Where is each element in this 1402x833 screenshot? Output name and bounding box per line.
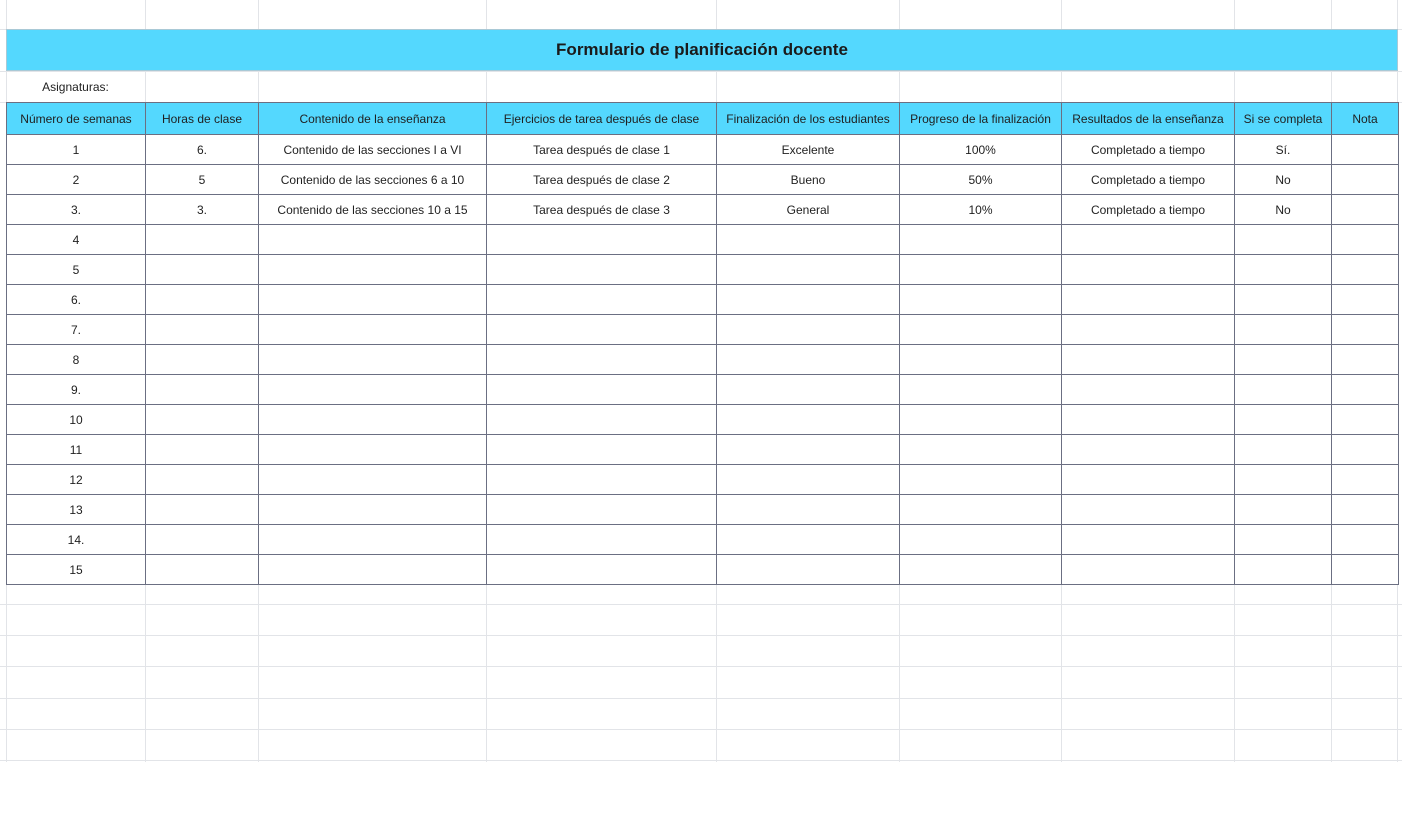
table-cell[interactable]	[146, 525, 259, 555]
header-cell[interactable]: Horas de clase	[146, 103, 259, 135]
table-cell[interactable]: 3.	[146, 195, 259, 225]
table-cell[interactable]: Completado a tiempo	[1062, 195, 1235, 225]
table-cell[interactable]	[1235, 375, 1332, 405]
table-cell[interactable]: 4	[7, 225, 146, 255]
table-cell[interactable]: General	[717, 195, 900, 225]
table-cell[interactable]	[259, 465, 487, 495]
table-cell[interactable]	[1062, 375, 1235, 405]
table-cell[interactable]	[146, 435, 259, 465]
table-row	[7, 525, 1399, 555]
table-cell[interactable]: 10	[7, 405, 146, 435]
table-cell[interactable]	[259, 405, 487, 435]
table-cell[interactable]: 6.	[7, 285, 146, 315]
sheet-title[interactable]	[6, 29, 1398, 71]
table-cell[interactable]	[487, 405, 717, 435]
table-cell[interactable]: Bueno	[717, 165, 900, 195]
table-cell[interactable]	[717, 435, 900, 465]
table-cell[interactable]	[1235, 495, 1332, 525]
table-cell[interactable]	[900, 345, 1062, 375]
table-cell[interactable]	[146, 495, 259, 525]
table-row	[7, 225, 1399, 255]
header-cell[interactable]: Número de semanas	[7, 103, 146, 135]
table-row	[7, 555, 1399, 585]
header-cell[interactable]: Si se completa	[1235, 103, 1332, 135]
table-cell[interactable]	[1235, 405, 1332, 435]
table-cell[interactable]	[1062, 555, 1235, 585]
table-cell[interactable]: 9.	[7, 375, 146, 405]
table-cell[interactable]: 8	[7, 345, 146, 375]
table-cell[interactable]	[259, 345, 487, 375]
table-cell[interactable]	[259, 495, 487, 525]
table-cell[interactable]: 100%	[900, 135, 1062, 165]
table-cell[interactable]	[1235, 465, 1332, 495]
table-cell[interactable]: Contenido de las secciones I a VI	[259, 135, 487, 165]
table-cell[interactable]	[1062, 255, 1235, 285]
table-cell[interactable]	[146, 315, 259, 345]
table-row	[7, 315, 1399, 345]
table-cell[interactable]	[487, 225, 717, 255]
table-cell[interactable]	[717, 345, 900, 375]
table-cell[interactable]	[1062, 315, 1235, 345]
table-row	[7, 465, 1399, 495]
grid-line	[0, 666, 1402, 667]
table-cell[interactable]: 12	[7, 465, 146, 495]
table-cell[interactable]: 11	[7, 435, 146, 465]
table-cell[interactable]	[717, 525, 900, 555]
table-cell[interactable]	[900, 525, 1062, 555]
table-cell[interactable]	[1332, 495, 1399, 525]
table-cell[interactable]	[717, 495, 900, 525]
table-cell[interactable]	[1332, 435, 1399, 465]
table-cell[interactable]	[146, 465, 259, 495]
table-cell[interactable]	[1062, 405, 1235, 435]
table-row	[7, 435, 1399, 465]
table-row	[7, 255, 1399, 285]
table-cell[interactable]	[487, 285, 717, 315]
table-cell[interactable]	[900, 375, 1062, 405]
table-cell[interactable]: 13	[7, 495, 146, 525]
grid-line	[0, 635, 1402, 636]
table-cell[interactable]	[1235, 315, 1332, 345]
table-cell[interactable]	[146, 255, 259, 285]
table-cell[interactable]	[1235, 255, 1332, 285]
table-cell[interactable]	[717, 375, 900, 405]
table-cell[interactable]	[1332, 525, 1399, 555]
table-cell[interactable]	[1235, 285, 1332, 315]
table-cell[interactable]	[1332, 315, 1399, 345]
table-row	[7, 165, 1399, 195]
table-cell[interactable]	[1332, 255, 1399, 285]
table-cell[interactable]	[900, 315, 1062, 345]
table-cell[interactable]	[259, 285, 487, 315]
table-cell[interactable]: Completado a tiempo	[1062, 135, 1235, 165]
table-cell[interactable]	[1235, 525, 1332, 555]
header-cell[interactable]: Ejercicios de tarea después de clase	[487, 103, 717, 135]
table-cell[interactable]	[900, 225, 1062, 255]
table-cell[interactable]	[1235, 225, 1332, 255]
table-cell[interactable]	[259, 435, 487, 465]
table-cell[interactable]	[146, 225, 259, 255]
table-cell[interactable]	[487, 255, 717, 285]
table-cell[interactable]	[1062, 465, 1235, 495]
table-row	[7, 405, 1399, 435]
table-cell[interactable]	[487, 375, 717, 405]
table-cell[interactable]	[1062, 435, 1235, 465]
table-row	[7, 345, 1399, 375]
table-cell[interactable]	[900, 465, 1062, 495]
header-cell[interactable]: Progreso de la finalización	[900, 103, 1062, 135]
grid-line	[0, 698, 1402, 699]
grid-line	[0, 729, 1402, 730]
sheet-title-text: Formulario de planificación docente	[556, 40, 848, 59]
table-row	[7, 195, 1399, 225]
table-cell[interactable]	[146, 375, 259, 405]
table-cell[interactable]	[717, 405, 900, 435]
table-cell[interactable]: Completado a tiempo	[1062, 165, 1235, 195]
table-cell[interactable]	[146, 405, 259, 435]
table-cell[interactable]	[487, 555, 717, 585]
table-row	[7, 375, 1399, 405]
table-row	[7, 285, 1399, 315]
table-cell[interactable]	[1332, 225, 1399, 255]
table-cell[interactable]	[900, 435, 1062, 465]
table-cell[interactable]	[1332, 405, 1399, 435]
table-cell[interactable]	[900, 495, 1062, 525]
table-cell[interactable]	[1235, 345, 1332, 375]
table-cell[interactable]: 5	[146, 165, 259, 195]
planning-table	[6, 102, 1399, 585]
table-cell[interactable]: 7.	[7, 315, 146, 345]
table-cell[interactable]	[146, 285, 259, 315]
table-cell[interactable]	[1235, 435, 1332, 465]
table-cell[interactable]	[259, 525, 487, 555]
subjects-label-cell[interactable]	[6, 72, 145, 102]
table-cell[interactable]: Sí.	[1235, 135, 1332, 165]
table-cell[interactable]	[1332, 285, 1399, 315]
table-row	[7, 135, 1399, 165]
table-cell[interactable]	[900, 255, 1062, 285]
table-cell[interactable]	[1332, 345, 1399, 375]
table-cell[interactable]	[717, 225, 900, 255]
table-cell[interactable]	[259, 225, 487, 255]
table-cell[interactable]	[487, 525, 717, 555]
table-cell[interactable]	[717, 255, 900, 285]
header-row	[7, 103, 1399, 135]
table-cell[interactable]: No	[1235, 195, 1332, 225]
table-cell[interactable]	[1062, 345, 1235, 375]
table-cell[interactable]	[487, 495, 717, 525]
table-cell[interactable]	[259, 255, 487, 285]
table-cell[interactable]	[900, 285, 1062, 315]
table-cell[interactable]	[1062, 225, 1235, 255]
table-cell[interactable]	[259, 375, 487, 405]
table-cell[interactable]	[717, 465, 900, 495]
table-cell[interactable]	[259, 315, 487, 345]
table-cell[interactable]	[1332, 375, 1399, 405]
table-cell[interactable]	[1332, 195, 1399, 225]
table-cell[interactable]: Contenido de las secciones 10 a 15	[259, 195, 487, 225]
table-cell[interactable]	[900, 405, 1062, 435]
table-cell[interactable]	[487, 315, 717, 345]
header-cell[interactable]: Resultados de la enseñanza	[1062, 103, 1235, 135]
table-cell[interactable]	[717, 285, 900, 315]
grid-line	[0, 604, 1402, 605]
table-cell[interactable]: 50%	[900, 165, 1062, 195]
table-cell[interactable]	[900, 555, 1062, 585]
table-cell[interactable]	[487, 435, 717, 465]
table-cell[interactable]: 2	[7, 165, 146, 195]
subjects-label: Asignaturas:	[42, 80, 109, 94]
table-cell[interactable]	[1332, 165, 1399, 195]
table-cell[interactable]	[717, 315, 900, 345]
table-cell[interactable]	[259, 555, 487, 585]
table-cell[interactable]: Tarea después de clase 3	[487, 195, 717, 225]
table-cell[interactable]	[1062, 525, 1235, 555]
grid-line	[0, 760, 1402, 761]
table-cell[interactable]: Contenido de las secciones 6 a 10	[259, 165, 487, 195]
table-cell[interactable]: 3.	[7, 195, 146, 225]
table-cell[interactable]: 15	[7, 555, 146, 585]
table-cell[interactable]: No	[1235, 165, 1332, 195]
table-cell[interactable]	[146, 555, 259, 585]
table-cell[interactable]	[146, 345, 259, 375]
table-cell[interactable]: 10%	[900, 195, 1062, 225]
grid-line	[0, 71, 1402, 72]
table-cell[interactable]	[1332, 135, 1399, 165]
table-cell[interactable]	[717, 555, 900, 585]
header-cell[interactable]: Contenido de la enseñanza	[259, 103, 487, 135]
table-cell[interactable]	[1062, 285, 1235, 315]
header-cell[interactable]: Nota	[1332, 103, 1399, 135]
table-cell[interactable]: Tarea después de clase 2	[487, 165, 717, 195]
table-cell[interactable]	[1062, 495, 1235, 525]
table-cell[interactable]	[1235, 555, 1332, 585]
table-cell[interactable]: 6.	[146, 135, 259, 165]
table-row	[7, 495, 1399, 525]
table-cell[interactable]: 5	[7, 255, 146, 285]
header-cell[interactable]: Finalización de los estudiantes	[717, 103, 900, 135]
table-cell[interactable]	[487, 465, 717, 495]
table-cell[interactable]: Tarea después de clase 1	[487, 135, 717, 165]
table-cell[interactable]: 14.	[7, 525, 146, 555]
table-cell[interactable]	[487, 345, 717, 375]
table-cell[interactable]: 1	[7, 135, 146, 165]
table-cell[interactable]	[1332, 465, 1399, 495]
table-cell[interactable]	[1332, 555, 1399, 585]
table-cell[interactable]: Excelente	[717, 135, 900, 165]
